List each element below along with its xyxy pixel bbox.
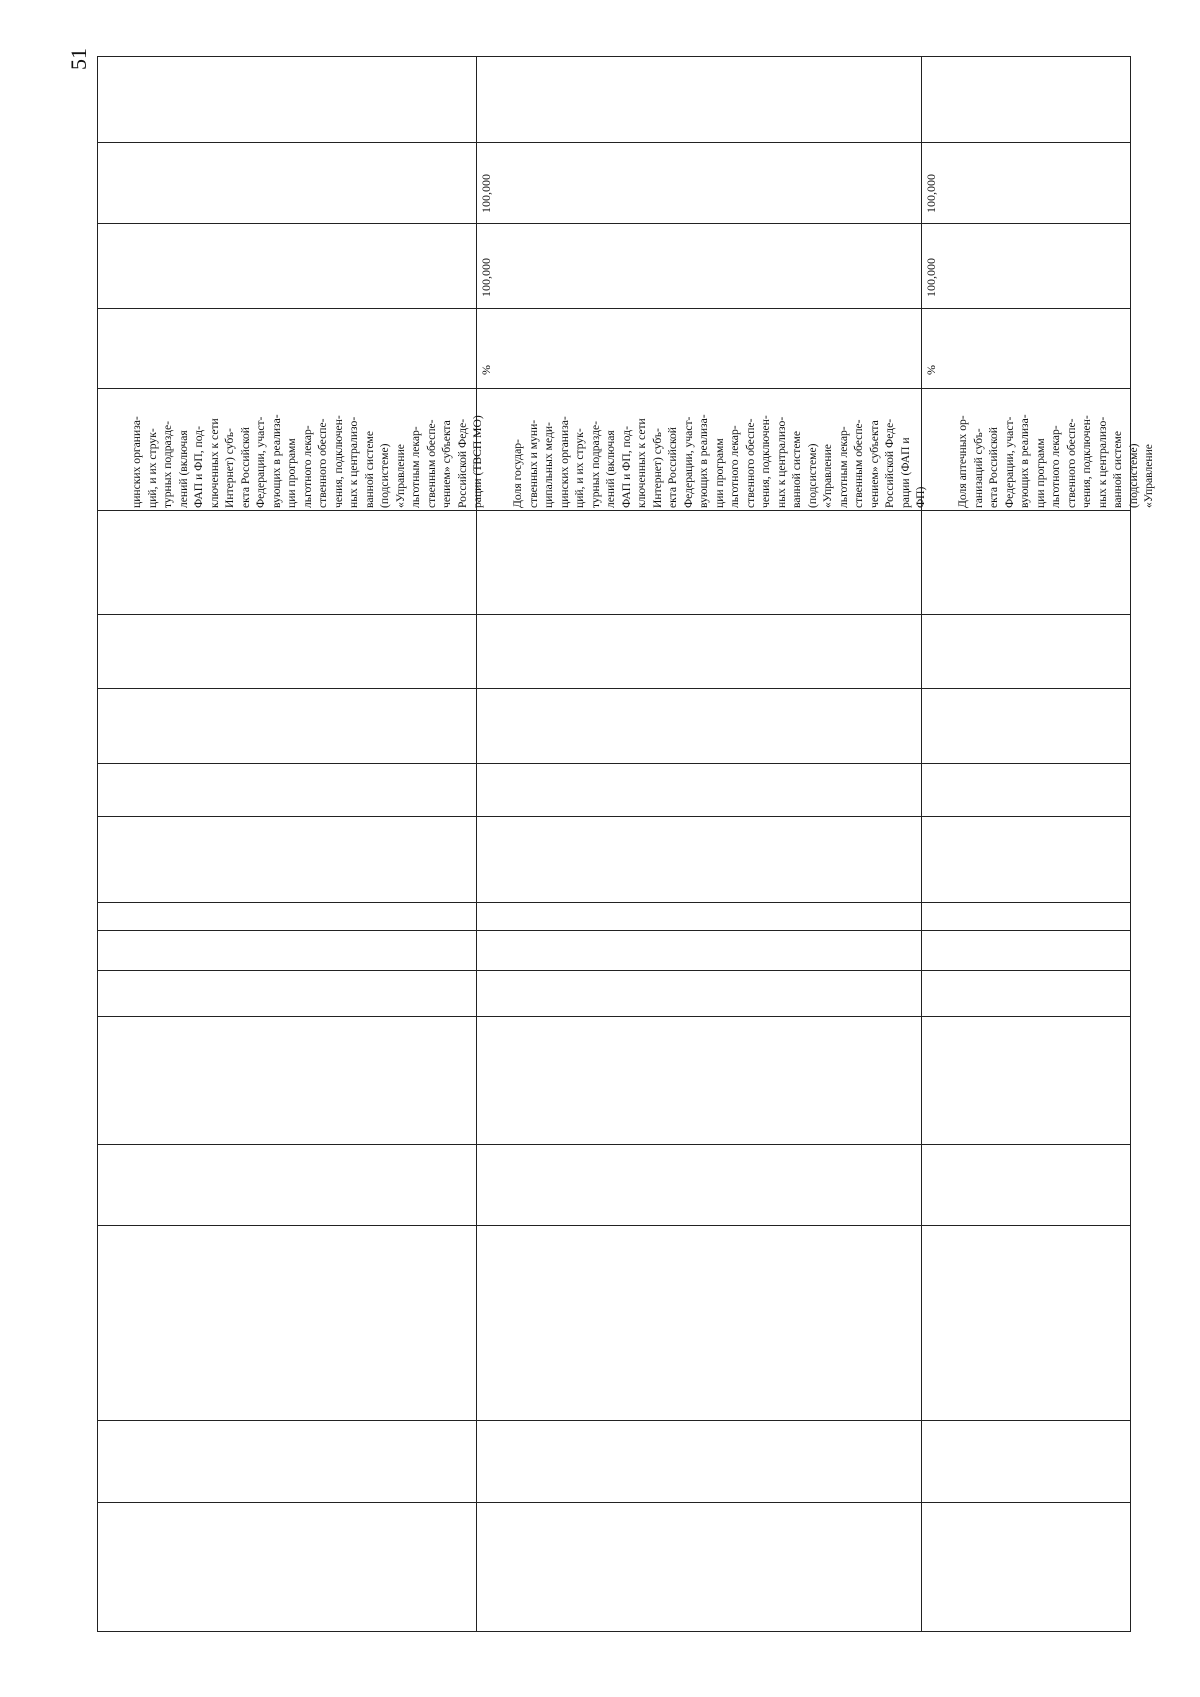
table-row — [98, 143, 1130, 224]
indicator-line: (подсистеме) — [378, 443, 391, 508]
indicator-line: ванной системе — [1111, 431, 1124, 508]
indicator-line: рации (ФАП и — [898, 437, 912, 508]
indicator-line: лений (включая — [604, 430, 617, 508]
indicator-line: ванной системе — [790, 431, 803, 508]
indicator-line: ции программ — [1033, 438, 1047, 508]
indicator-line: «Управление — [393, 444, 407, 508]
indicator-line: вующих в реализа- — [269, 414, 283, 508]
indicator-line: чения, подключен- — [759, 415, 772, 508]
indicator-line: вующих в реализа- — [697, 414, 710, 508]
indicator-line: Доля аптечных ор- — [956, 415, 969, 508]
indicator-line: ственным обеспе- — [424, 419, 438, 508]
table-row — [98, 511, 1130, 615]
column-divider — [921, 57, 922, 1631]
indicator-line: Доля государ- — [511, 439, 524, 508]
table-row — [98, 764, 1130, 817]
indicator-line: ций, и их струк- — [145, 428, 159, 508]
indicator-line: чением» субъекта — [867, 420, 881, 508]
table-row — [98, 224, 1130, 309]
indicator-line: ных к централизо- — [347, 416, 360, 508]
indicator-line: ций, и их струк- — [573, 428, 586, 508]
rotated-table — [97, 56, 1155, 1632]
indicator-line: ных к централизо- — [1095, 416, 1109, 508]
indicator-line: «Управление — [1142, 444, 1155, 508]
table-row — [98, 971, 1130, 1017]
indicator-line: Российской Феде- — [883, 418, 896, 508]
indicator-line: «Управление — [821, 444, 834, 508]
indicator-text-block-1 — [98, 388, 517, 508]
indicator-line: Интернет) субъ- — [650, 428, 664, 508]
indicator-text-block-2 — [479, 368, 960, 508]
indicator-line: екта Российской — [666, 426, 679, 508]
table-row — [98, 615, 1130, 689]
indicator-line: ственного обеспе- — [316, 418, 329, 508]
table-row — [98, 57, 1130, 143]
indicator-line: ственным обеспе- — [852, 419, 865, 508]
indicator-line: ганизаций субъ- — [971, 428, 985, 508]
indicator-line: турных подразде- — [588, 421, 602, 508]
indicator-line: ванной системе — [362, 431, 376, 508]
indicator-line: ственного обеспе- — [1064, 418, 1078, 508]
indicator-line: ФАП и ФП, под- — [619, 426, 633, 508]
indicator-line: ственного обеспе- — [743, 418, 757, 508]
column-divider — [476, 57, 477, 1631]
table-row — [98, 1421, 1130, 1503]
indicator-line: льготного лекар- — [1049, 425, 1062, 508]
indicator-line: рации (ТВСП МО) — [471, 415, 484, 508]
indicator-line: цинских организа- — [130, 416, 143, 508]
indicator-line: екта Российской — [238, 426, 252, 508]
indicator-line: ключенных к сети — [207, 418, 221, 508]
table-row — [98, 1145, 1130, 1226]
indicator-line: ных к централизо- — [774, 416, 788, 508]
indicator-line: ципальных меди- — [542, 422, 555, 508]
indicator-line: чения, подключен- — [1080, 415, 1093, 508]
indicator-line: ственных и муни- — [526, 419, 540, 508]
table-row — [98, 1226, 1130, 1421]
indicator-line: турных подразде- — [161, 421, 174, 508]
indicator-line: ФАП и ФП, под- — [192, 426, 205, 508]
indicator-line: цинских организа- — [557, 416, 571, 508]
table-row — [98, 817, 1130, 903]
value-a-block-3: 100,000 — [924, 258, 938, 297]
indicator-line: Федерации, участ- — [681, 416, 695, 508]
unit-percent-block-3: % — [924, 365, 938, 375]
table-row — [98, 1017, 1130, 1145]
indicator-text-block-3 — [924, 388, 1188, 508]
indicator-line: ции программ — [285, 438, 298, 508]
indicator-line: льготного лекар- — [300, 425, 314, 508]
unit-percent-block-2: % — [479, 365, 493, 375]
indicator-line: льготным лекар- — [409, 426, 422, 508]
indicator-line: чением» субъекта — [440, 420, 453, 508]
value-a-block-2: 100,000 — [479, 258, 493, 297]
indicator-line: льготным лекар- — [836, 426, 850, 508]
indicator-line: чения, подключен- — [331, 415, 345, 508]
indicator-line: (подсистеме) — [1126, 443, 1140, 508]
indicator-line: льготного лекар- — [728, 425, 741, 508]
indicator-line: Российской Феде- — [455, 418, 469, 508]
indicator-line: (подсистеме) — [805, 443, 819, 508]
indicator-line: Федерации, участ- — [1002, 416, 1016, 508]
value-b-block-2: 100,000 — [479, 174, 493, 213]
indicator-line: лений (включая — [176, 430, 190, 508]
indicator-line: Интернет) субъ- — [223, 428, 236, 508]
indicator-line: ции программ — [712, 438, 726, 508]
table-row — [98, 903, 1130, 931]
page-number: 51 — [66, 48, 91, 70]
indicator-line: екта Российской — [987, 426, 1000, 508]
table-row — [98, 931, 1130, 971]
indicator-line: ключенных к сети — [635, 418, 648, 508]
table-row — [98, 689, 1130, 764]
indicator-line: Федерации, участ- — [254, 416, 267, 508]
indicator-line: вующих в реализа- — [1018, 414, 1031, 508]
value-b-block-3: 100,000 — [924, 174, 938, 213]
indicator-line: ФП) — [914, 486, 927, 508]
